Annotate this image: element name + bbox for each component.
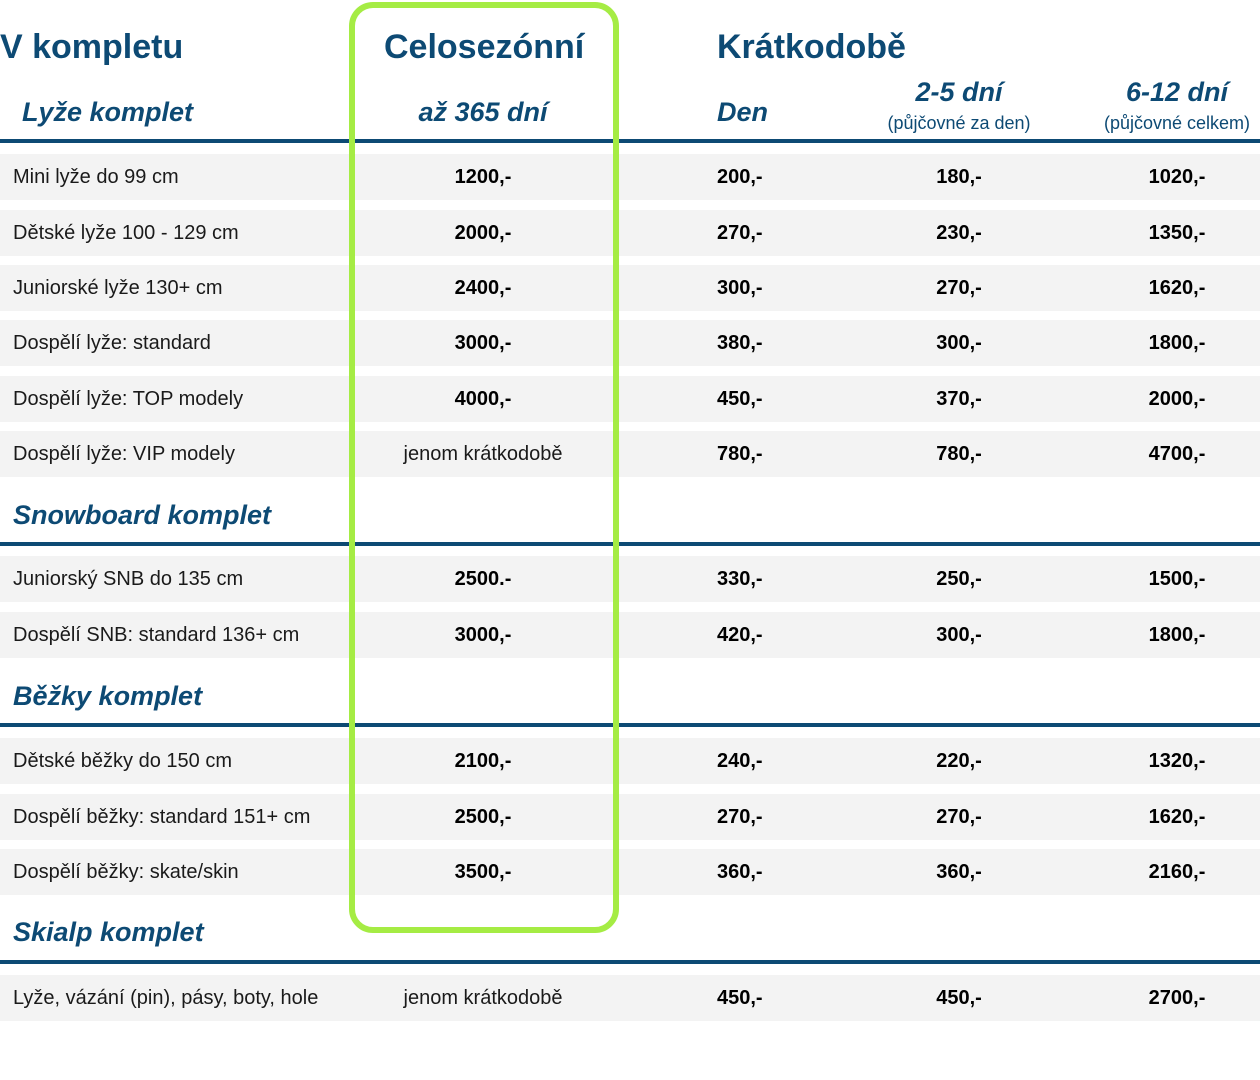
row-d612-price: 4700,- xyxy=(1148,443,1206,465)
row-name: Lyže, vázání (pin), pásy, boty, hole xyxy=(13,987,319,1009)
row-name: Dětské lyže 100 - 129 cm xyxy=(13,222,239,244)
row-den-price: 420,- xyxy=(717,624,763,646)
row-d612-price: 1800,- xyxy=(1148,624,1206,646)
row-d612-price: 1350,- xyxy=(1148,222,1206,244)
section-divider xyxy=(0,960,1260,964)
section-title-bezky: Běžky komplet xyxy=(13,681,203,711)
table-row xyxy=(0,738,1260,784)
row-d612-price: 2000,- xyxy=(1148,388,1206,410)
section-divider xyxy=(0,723,1260,727)
section-title-snowboard: Snowboard komplet xyxy=(13,500,272,530)
row-d25-price: 300,- xyxy=(936,332,982,354)
row-den-price: 450,- xyxy=(717,987,763,1009)
section-divider xyxy=(0,542,1260,546)
d612-column-label: 6-12 dní xyxy=(1125,77,1229,107)
row-season-price: 2000,- xyxy=(454,222,512,244)
row-den-price: 360,- xyxy=(717,861,763,883)
row-den-price: 780,- xyxy=(717,443,763,465)
row-season-price: 2500,- xyxy=(454,806,512,828)
row-season-price: 3500,- xyxy=(454,861,512,883)
row-d25-price: 250,- xyxy=(936,568,982,590)
table-row xyxy=(0,320,1260,366)
row-den-price: 270,- xyxy=(717,806,763,828)
row-name: Dospělí běžky: standard 151+ cm xyxy=(13,806,311,828)
column-title-celosezonni: Celosezónní xyxy=(384,28,585,66)
row-season-price: 4000,- xyxy=(454,388,512,410)
season-subtitle: až 365 dní xyxy=(418,97,548,127)
column-title-kratkodobe: Krátkodobě xyxy=(717,28,906,66)
d25-column-label: 2-5 dní xyxy=(915,77,1003,107)
row-season-price: jenom krátkodobě xyxy=(403,443,563,465)
row-d25-price: 780,- xyxy=(936,443,982,465)
row-name: Dospělí lyže: standard xyxy=(13,332,211,354)
row-d25-price: 300,- xyxy=(936,624,982,646)
d612-column-note: (půjčovné celkem) xyxy=(1103,113,1251,133)
row-d612-price: 2160,- xyxy=(1148,861,1206,883)
row-den-price: 450,- xyxy=(717,388,763,410)
row-d612-price: 1620,- xyxy=(1148,806,1206,828)
row-den-price: 200,- xyxy=(717,166,763,188)
row-name: Mini lyže do 99 cm xyxy=(13,166,179,188)
row-den-price: 380,- xyxy=(717,332,763,354)
row-den-price: 300,- xyxy=(717,277,763,299)
column-title-kompletu: V kompletu xyxy=(0,28,184,66)
row-d612-price: 1800,- xyxy=(1148,332,1206,354)
row-season-price: 2500.- xyxy=(454,568,512,590)
row-d25-price: 230,- xyxy=(936,222,982,244)
header-divider xyxy=(0,139,1260,143)
row-season-price: 3000,- xyxy=(454,332,512,354)
row-d25-price: 220,- xyxy=(936,750,982,772)
row-d612-price: 1020,- xyxy=(1148,166,1206,188)
table-row xyxy=(0,376,1260,422)
section-title-skialp: Skialp komplet xyxy=(13,917,204,947)
section-title-lyze: Lyže komplet xyxy=(22,97,194,127)
table-row xyxy=(0,265,1260,311)
table-row xyxy=(0,431,1260,477)
row-name: Dětské běžky do 150 cm xyxy=(13,750,232,772)
row-name: Dospělí lyže: VIP modely xyxy=(13,443,235,465)
row-name: Dospělí běžky: skate/skin xyxy=(13,861,239,883)
row-d612-price: 2700,- xyxy=(1148,987,1206,1009)
row-season-price: 2100,- xyxy=(454,750,512,772)
row-name: Dospělí SNB: standard 136+ cm xyxy=(13,624,300,646)
row-d25-price: 180,- xyxy=(936,166,982,188)
table-row xyxy=(0,210,1260,256)
row-name: Juniorský SNB do 135 cm xyxy=(13,568,244,590)
row-d612-price: 1320,- xyxy=(1148,750,1206,772)
row-name: Dospělí lyže: TOP modely xyxy=(13,388,244,410)
season-column-highlight xyxy=(349,2,619,933)
row-season-price: jenom krátkodobě xyxy=(403,987,563,1009)
table-row xyxy=(0,556,1260,602)
table-row xyxy=(0,794,1260,840)
table-row xyxy=(0,975,1260,1021)
den-column-label: Den xyxy=(717,97,769,127)
row-name: Juniorské lyže 130+ cm xyxy=(13,277,223,299)
row-d612-price: 1620,- xyxy=(1148,277,1206,299)
row-d25-price: 360,- xyxy=(936,861,982,883)
row-season-price: 3000,- xyxy=(454,624,512,646)
table-row xyxy=(0,849,1260,895)
row-d25-price: 270,- xyxy=(936,806,982,828)
row-den-price: 240,- xyxy=(717,750,763,772)
row-d612-price: 1500,- xyxy=(1148,568,1206,590)
row-den-price: 270,- xyxy=(717,222,763,244)
d25-column-note: (půjčovné za den) xyxy=(887,113,1031,133)
table-row xyxy=(0,154,1260,200)
row-d25-price: 450,- xyxy=(936,987,982,1009)
row-den-price: 330,- xyxy=(717,568,763,590)
table-row xyxy=(0,612,1260,658)
row-d25-price: 370,- xyxy=(936,388,982,410)
row-season-price: 1200,- xyxy=(454,166,512,188)
row-season-price: 2400,- xyxy=(454,277,512,299)
row-d25-price: 270,- xyxy=(936,277,982,299)
